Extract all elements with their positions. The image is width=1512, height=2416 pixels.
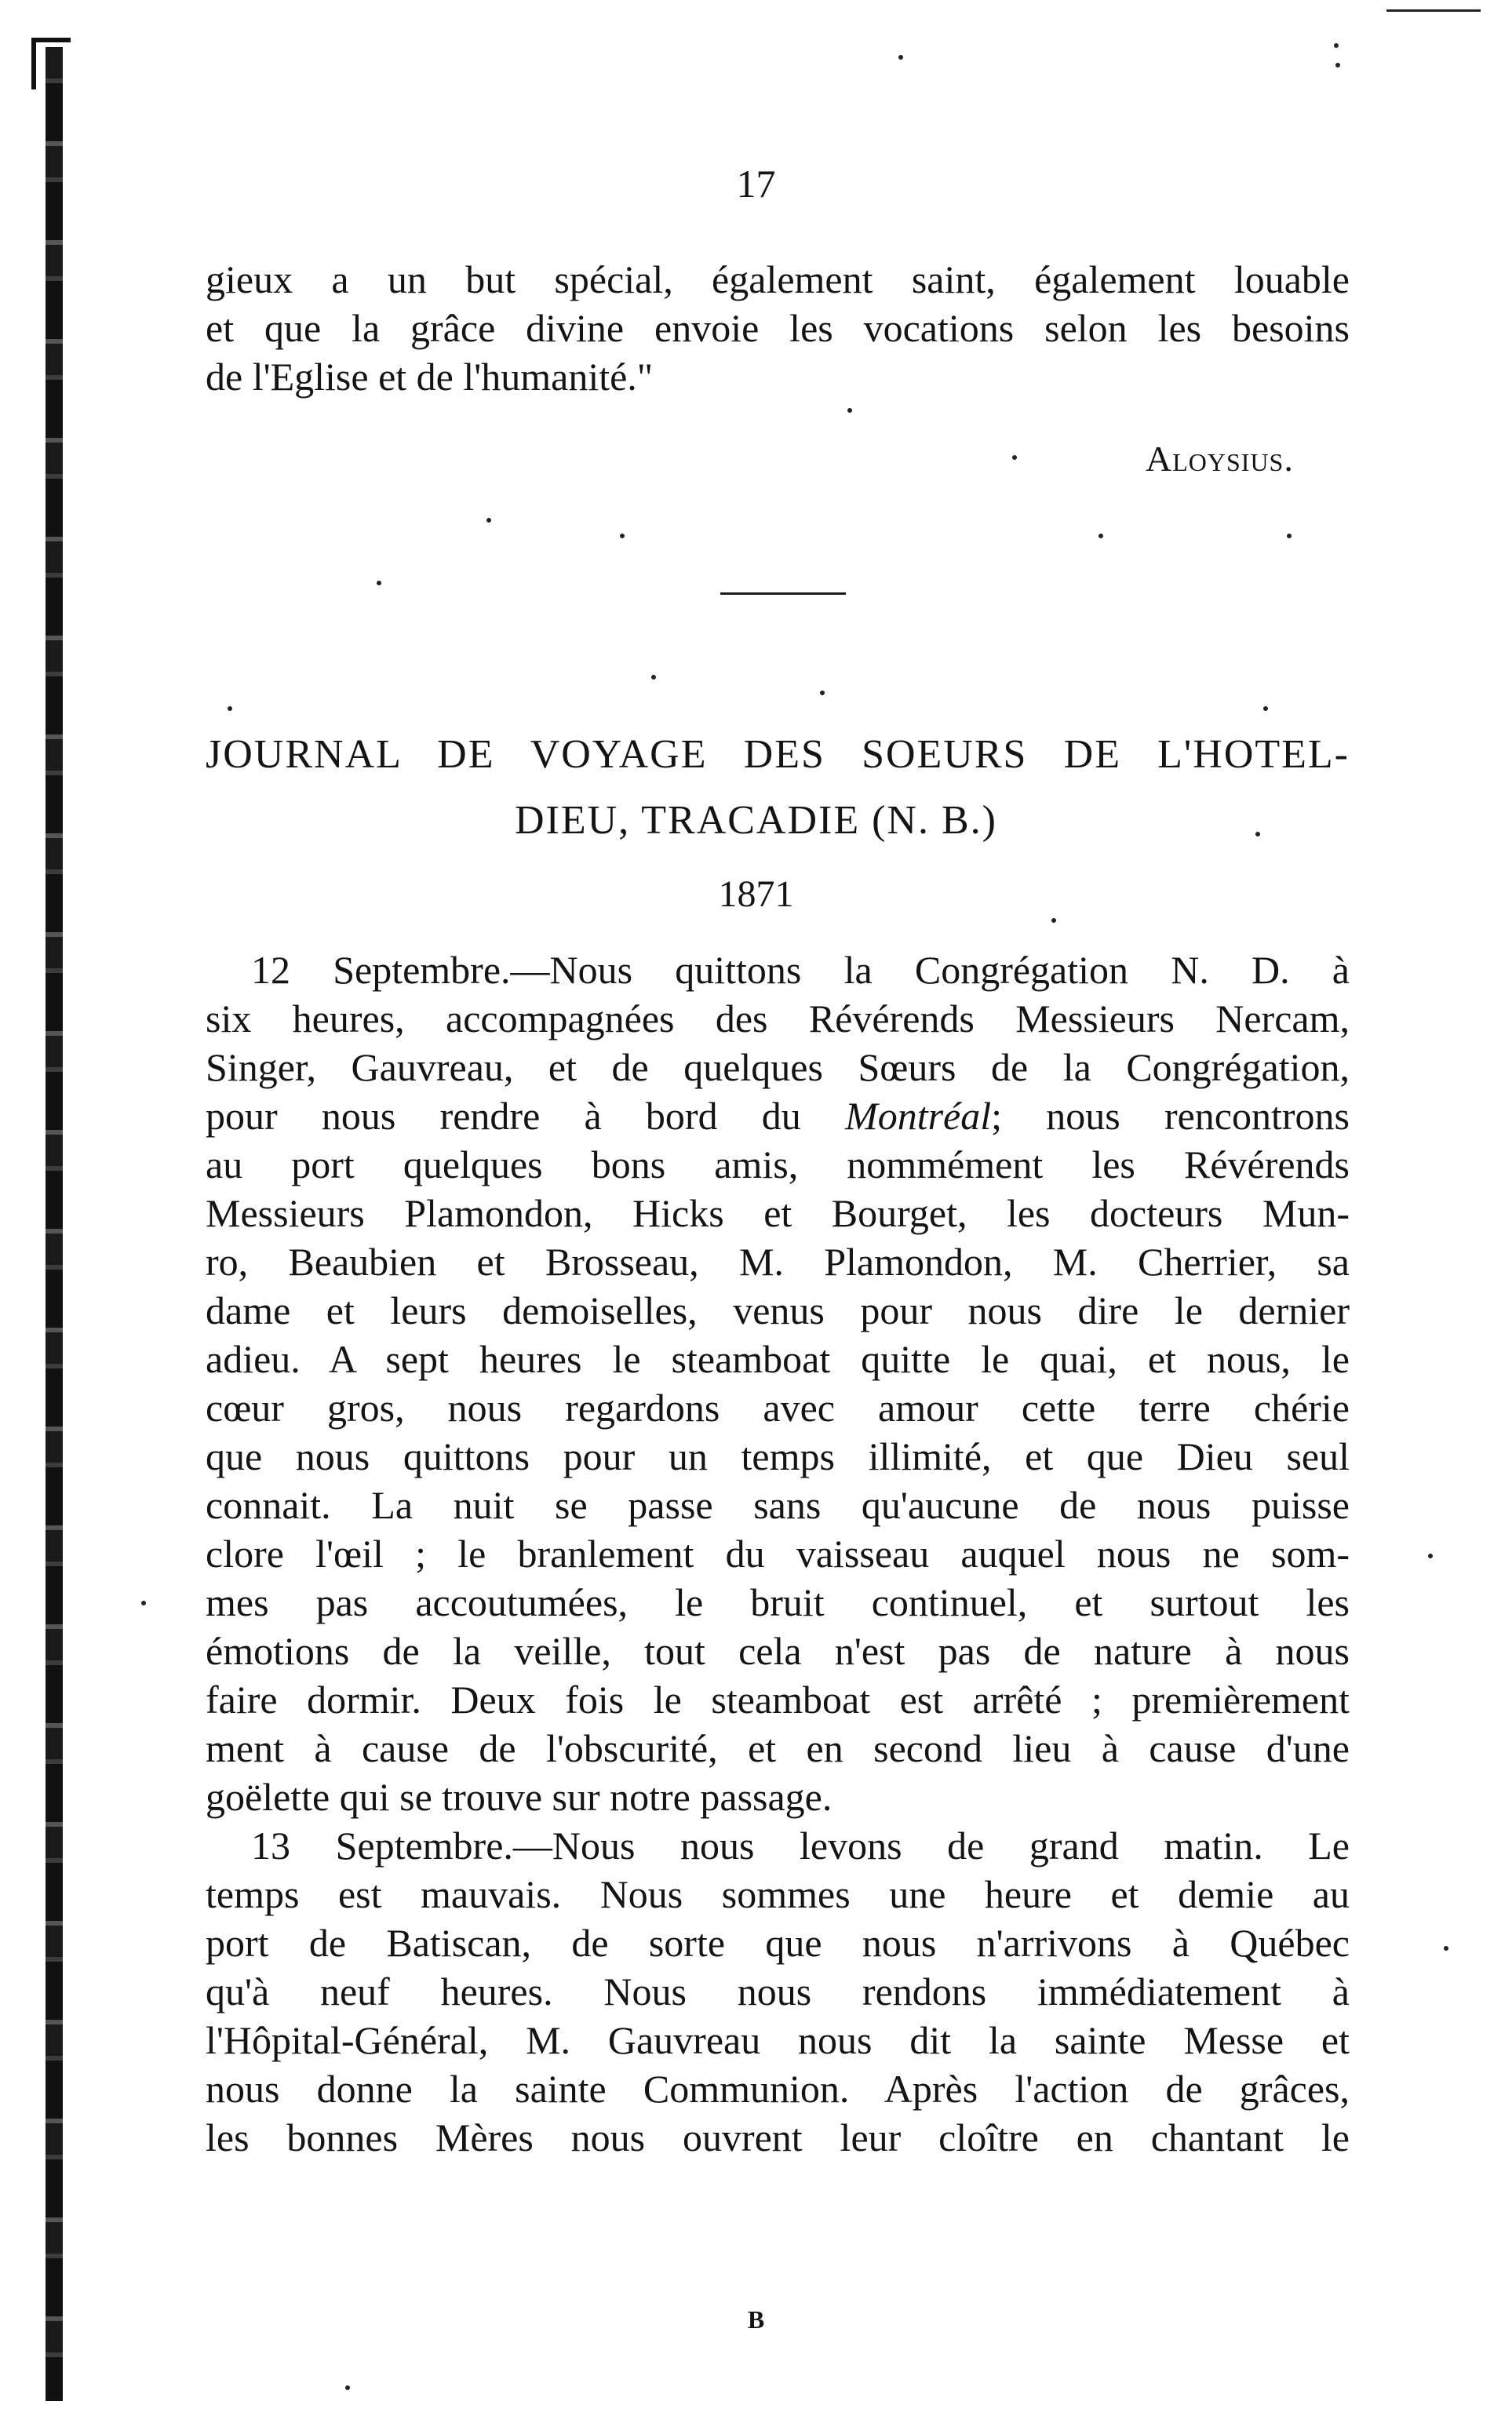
text-line: dame et leurs demoiselles, venus pour nous dire le dernier — [206, 1288, 1350, 1332]
text-line: nous donne la sainte Communion. Après l'action de grâces, — [206, 2067, 1350, 2111]
text-line: temps est mauvais. Nous sommes une heure et demie au — [206, 1872, 1350, 1916]
print-speck — [345, 2385, 350, 2390]
text-fragment: ; nous rencontrons — [991, 1094, 1350, 1138]
text-line: adieu. A sept heures le steamboat quitte le quai, et nous, le — [206, 1337, 1350, 1381]
print-speck — [1012, 455, 1017, 460]
page-binding-edge — [46, 47, 63, 2401]
text-line: 12 Septembre.—Nous quittons la Congrégation N. D. à — [251, 948, 1350, 992]
text-line: connait. La nuit se passe sans qu'aucune de nous puisse — [206, 1483, 1350, 1527]
page-number: 17 — [736, 162, 776, 206]
print-speck — [377, 581, 381, 585]
print-speck — [1051, 918, 1056, 923]
print-speck — [228, 706, 232, 711]
text-line: qu'à neuf heures. Nous nous rendons immédiatement à — [206, 1970, 1350, 2013]
text-line-with-ship-name — [206, 1091, 1350, 1140]
text-line: ment à cause de l'obscurité, et en second lieu à cause d'une — [206, 1726, 1350, 1770]
author-signature: Aloysius. — [1146, 439, 1294, 479]
text-line: ro, Beaubien et Brosseau, M. Plamondon, M. Cherrier, sa — [206, 1240, 1350, 1284]
journal-entry-13-september — [206, 1821, 1350, 2162]
journal-year: 1871 — [718, 873, 794, 915]
print-speck — [820, 691, 825, 695]
text-line: clore l'œil ; le branlement du vaisseau auquel nous ne som- — [206, 1532, 1350, 1576]
journal-entry-12-september — [206, 946, 1350, 1821]
print-speck — [1263, 706, 1268, 711]
printer-signature-mark: B — [747, 2305, 765, 2334]
text-line: émotions de la veille, tout cela n'est pas de nature à nous — [206, 1629, 1350, 1673]
text-line: cœur gros, nous regardons avec amour cette terre chérie — [206, 1386, 1350, 1430]
text-line: les bonnes Mères nous ouvrent leur cloître en chantant le — [206, 2115, 1350, 2159]
print-speck — [141, 1601, 146, 1605]
text-line: Singer, Gauvreau, et de quelques Sœurs de la Congrégation, — [206, 1045, 1350, 1089]
text-line: port de Batiscan, de sorte que nous n'arrivons à Québec — [206, 1921, 1350, 1965]
print-speck — [1335, 63, 1340, 67]
print-speck — [1334, 43, 1339, 48]
text-line: et que la grâce divine envoie les vocations selon les besoins — [206, 306, 1350, 350]
text-line: goëlette qui se trouve sur notre passage. — [206, 1775, 833, 1819]
print-speck — [1287, 534, 1292, 538]
text-line: que nous quittons pour un temps illimité, et que Dieu seul — [206, 1434, 1350, 1478]
print-speck — [847, 408, 852, 413]
previous-section-text — [206, 255, 1350, 401]
journal-heading: JOURNAL DE VOYAGE DES SOEURS DE L'HOTEL- — [206, 732, 1350, 777]
print-speck — [620, 534, 625, 538]
text-fragment: pour nous rendre à bord du — [206, 1094, 801, 1138]
print-speck — [1444, 1946, 1448, 1951]
text-line: Messieurs Plamondon, Hicks et Bourget, les docteurs Mun- — [206, 1191, 1350, 1235]
text-line: 13 Septembre.—Nous nous levons de grand matin. Le — [251, 1824, 1350, 1868]
text-line: gieux a un but spécial, également saint, également louable — [206, 257, 1350, 301]
text-line: au port quelques bons amis, nommément les Révérends — [206, 1142, 1350, 1186]
text-line: l'Hôpital-Général, M. Gauvreau nous dit la sainte Messe et — [206, 2018, 1350, 2062]
text-line: mes pas accoutumées, le bruit continuel, et surtout les — [206, 1580, 1350, 1624]
journal-heading-continued: DIEU, TRACADIE (N. B.) — [515, 798, 997, 843]
print-speck — [1098, 534, 1103, 538]
print-speck — [651, 675, 656, 680]
print-speck — [486, 518, 491, 523]
text-line: de l'Eglise et de l'humanité." — [206, 355, 654, 399]
section-divider — [720, 592, 846, 595]
text-line: faire dormir. Deux fois le steamboat est arrêté ; premièrement — [206, 1678, 1350, 1722]
text-line: six heures, accompagnées des Révérends Messieurs Nercam, — [206, 997, 1350, 1040]
print-speck — [1428, 1554, 1433, 1558]
print-speck — [898, 55, 903, 60]
page-corner-mark — [31, 38, 71, 89]
ship-name: Montréal — [845, 1094, 992, 1138]
page-top-rule — [1386, 9, 1481, 12]
